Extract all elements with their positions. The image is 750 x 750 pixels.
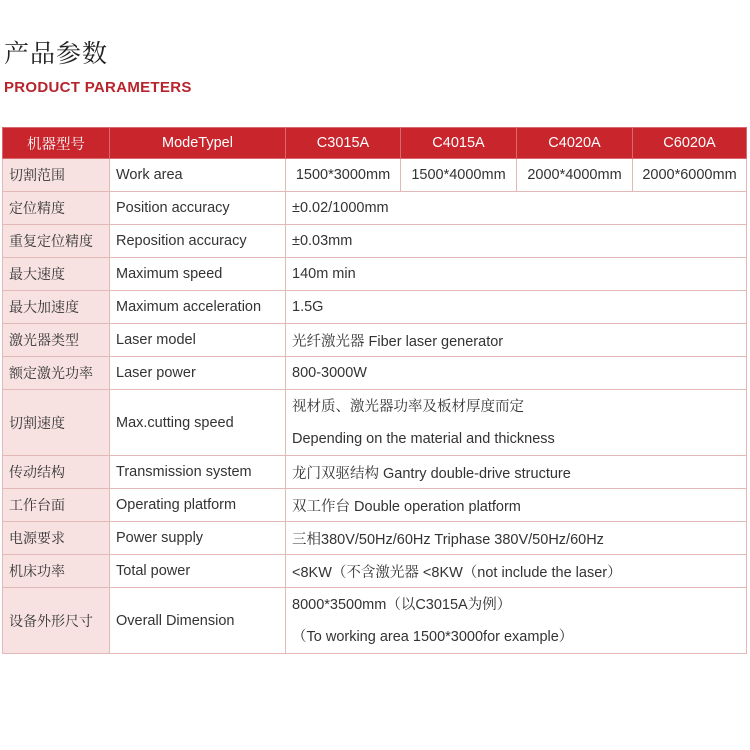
header-model-c3015a: C3015A <box>286 128 401 159</box>
row-value: 光纤激光器 Fiber laser generator <box>286 324 747 357</box>
row-en-label: Power supply <box>110 522 286 555</box>
row-cn-label: 切割速度 <box>3 390 110 456</box>
row-value: ±0.02/1000mm <box>286 192 747 225</box>
table-row-total-power <box>3 555 747 588</box>
row-cn-label: 设备外形尺寸 <box>3 588 110 654</box>
row-en-label: Laser power <box>110 357 286 390</box>
row-value: 800-3000W <box>286 357 747 390</box>
row-value: <8KW（不含激光器 <8KW（not include the laser） <box>286 555 747 588</box>
row-value: 双工作台 Double operation platform <box>286 489 747 522</box>
row-en-label: Reposition accuracy <box>110 225 286 258</box>
table-row-power-supply <box>3 522 747 555</box>
row-value: ±0.03mm <box>286 225 747 258</box>
row-value-multiline <box>286 390 747 456</box>
value-line-cn: 视材质、激光器功率及板材厚度而定 <box>292 398 524 415</box>
row-en-label: Operating platform <box>110 489 286 522</box>
row-value: 龙门双驱结构 Gantry double-drive structure <box>286 456 747 489</box>
table-row-transmission-system <box>3 456 747 489</box>
row-cn-label: 重复定位精度 <box>3 225 110 258</box>
row-value: 140m min <box>286 258 747 291</box>
header-model-c4020a: C4020A <box>517 128 633 159</box>
row-cn-label: 最大速度 <box>3 258 110 291</box>
table-row-cutting-speed <box>3 390 747 456</box>
row-en-label: Overall Dimension <box>110 588 286 654</box>
table-row-laser-model <box>3 324 747 357</box>
row-value: 三相380V/50Hz/60Hz Triphase 380V/50Hz/60Hz <box>286 522 747 555</box>
value-line-example: （To working area 1500*3000for example） <box>292 628 574 645</box>
work-area-c4020a: 2000*4000mm <box>517 159 633 192</box>
header-en-label: ModeTypel <box>110 128 286 159</box>
table-header-row <box>3 128 747 159</box>
page-title-en: PRODUCT PARAMETERS <box>4 79 192 96</box>
row-cn-label: 激光器类型 <box>3 324 110 357</box>
value-line-en: Depending on the material and thickness <box>292 430 555 447</box>
table-row-position-accuracy <box>3 192 747 225</box>
work-area-c6020a: 2000*6000mm <box>633 159 747 192</box>
row-en-label: Maximum speed <box>110 258 286 291</box>
table-row-reposition-accuracy <box>3 225 747 258</box>
table-row-operating-platform <box>3 489 747 522</box>
row-cn-label: 切割范围 <box>3 159 110 192</box>
header-cn-label: 机器型号 <box>3 128 110 159</box>
header-model-c4015a: C4015A <box>401 128 517 159</box>
table-row-maximum-acceleration <box>3 291 747 324</box>
row-en-label: Position accuracy <box>110 192 286 225</box>
page-title-cn: 产品参数 <box>4 39 109 68</box>
header-model-c6020a: C6020A <box>633 128 747 159</box>
row-en-label: Transmission system <box>110 456 286 489</box>
row-value: 1.5G <box>286 291 747 324</box>
row-cn-label: 额定激光功率 <box>3 357 110 390</box>
table-row-maximum-speed <box>3 258 747 291</box>
row-en-label: Max.cutting speed <box>110 390 286 456</box>
row-cn-label: 电源要求 <box>3 522 110 555</box>
table-row-laser-power <box>3 357 747 390</box>
table-row-work-area <box>3 159 747 192</box>
row-cn-label: 工作台面 <box>3 489 110 522</box>
row-cn-label: 机床功率 <box>3 555 110 588</box>
parameters-table <box>2 127 747 654</box>
work-area-c4015a: 1500*4000mm <box>401 159 517 192</box>
work-area-c3015a: 1500*3000mm <box>286 159 401 192</box>
row-en-label: Maximum acceleration <box>110 291 286 324</box>
value-line-dimension: 8000*3500mm（以C3015A为例） <box>292 596 512 613</box>
row-cn-label: 定位精度 <box>3 192 110 225</box>
row-en-label: Total power <box>110 555 286 588</box>
row-en-label: Laser model <box>110 324 286 357</box>
row-en-label: Work area <box>110 159 286 192</box>
row-cn-label: 传动结构 <box>3 456 110 489</box>
table-row-overall-dimension <box>3 588 747 654</box>
row-cn-label: 最大加速度 <box>3 291 110 324</box>
row-value-multiline <box>286 588 747 654</box>
